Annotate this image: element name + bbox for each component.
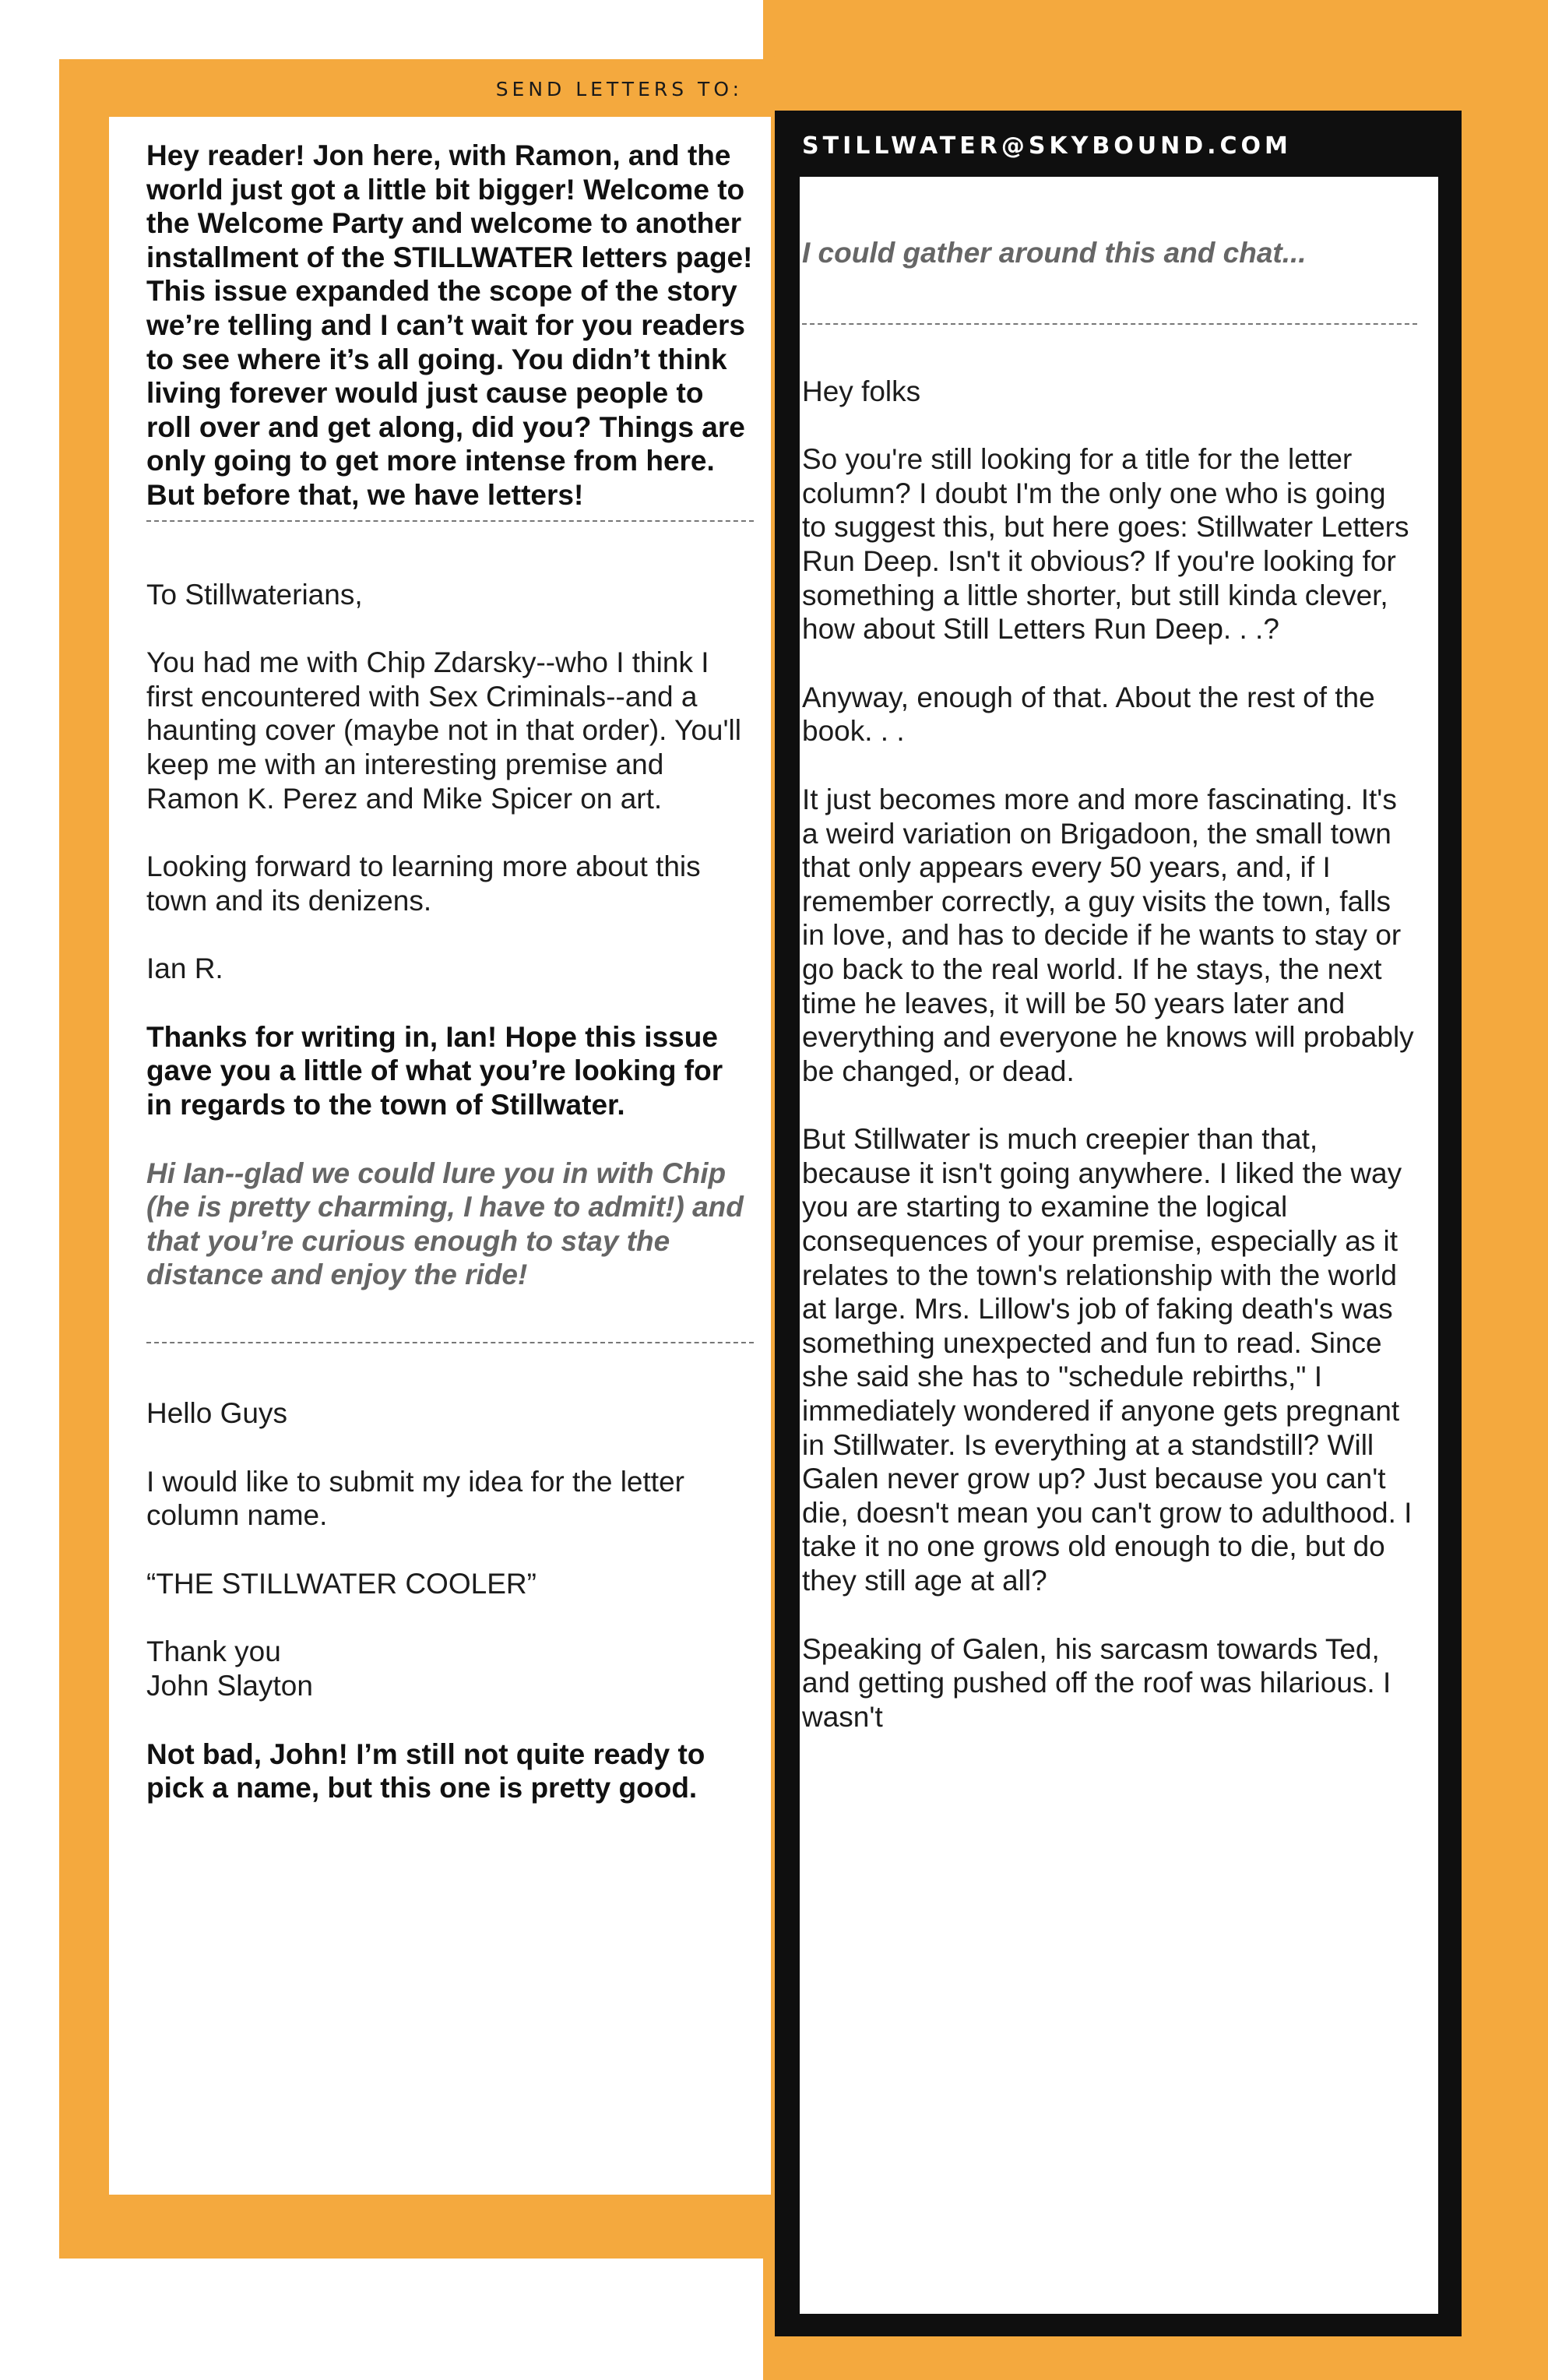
letter-body: It just becomes more and more fascinating. It's a weird variation on Brigadoon, the small town that only appears every 50 years, and, if I remember correctly, a guy visits the town, falls in love, and has to decide if he wants to stay or go back to the real world. If he stays, the next time he leaves, it will be 50 years later and everything and everyone he knows will probably be changed, or dead. <box>802 783 1414 1087</box>
divider <box>146 520 754 522</box>
divider <box>802 323 1417 325</box>
letter-body: I would like to submit my idea for the letter column name. <box>146 1465 684 1532</box>
artist-reply: Hi Ian--glad we could lure you in with Chip (he is pretty charming, I have to admit!) and that you’re curious enough to stay the distance and enjoy the ride! <box>146 1157 744 1291</box>
editor-reply: Thanks for writing in, Ian! Hope this issue gave you a little of what you’re looking for in regards to the town of Stillwater. <box>146 1020 723 1121</box>
divider <box>146 1342 754 1343</box>
letter-signature: Ian R. <box>146 952 223 985</box>
editor-reply: Not bad, John! I’m still not quite ready to pick a name, but this one is pretty good. <box>146 1737 705 1804</box>
letter-greeting: To Stillwaterians, <box>146 578 363 611</box>
send-letters-label: SEND LETTERS TO: <box>495 78 743 100</box>
right-column <box>802 236 1417 1734</box>
artist-reply: I could gather around this and chat... <box>802 237 1307 269</box>
letter-body: So you're still looking for a title for the letter column? I doubt I'm the only one who is going to suggest this, but here goes: Stillwater Letters Run Deep. Isn't it obvious? If you're looking for something a little shorter, but still kinda clever, how about Still Letters Run Deep. . .? <box>802 443 1409 646</box>
letter-greeting: Hello Guys <box>146 1397 287 1430</box>
letter-body: But Stillwater is much creepier than that, because it isn't going anywhere. I liked the way you are starting to examine the logical consequences of your premise, especially as it relates to the town's relationship with the world at large. Mrs. Lillow's job of faking death's was something unexpected and fun to read. Since she said she has to "schedule rebirths," I immediately wondered if anyone gets pregnant in Stillwater. Is everything at a standstill? Will Galen never grow up? Just because you can't die, doesn't mean you can't grow to adulthood. I take it no one grows old enough to die, but do they still age at all? <box>802 1123 1413 1597</box>
letter-body: Speaking of Galen, his sarcasm towards Ted, and getting pushed off the roof was hilarious. I wasn't <box>802 1632 1391 1733</box>
letter-thanks: Thank you <box>146 1635 281 1668</box>
letter-greeting: Hey folks <box>802 375 921 407</box>
letter-signature: John Slayton <box>146 1670 313 1702</box>
letter-body: Anyway, enough of that. About the rest of the book. . . <box>802 681 1375 748</box>
letter-suggestion: “THE STILLWATER COOLER” <box>146 1567 537 1600</box>
left-column <box>146 139 754 1805</box>
editor-intro: Hey reader! Jon here, with Ramon, and the world just got a little bit bigger! Welcome to the Welcome Party and welcome to another installment of the STILLWATER letters page! This issue expanded the scope of the story we’re telling and I can’t wait for you readers to see where it’s all going. You didn’t think living forever would just cause people to roll over and get along, did you? Things are only going to get more intense from here. But before that, we have letters! <box>146 139 753 511</box>
letter-body: Looking forward to learning more about this town and its denizens. <box>146 850 701 917</box>
letter-body: You had me with Chip Zdarsky--who I think I first encountered with Sex Criminals--and a haunting cover (maybe not in that order). You'll keep me with an interesting premise and Ramon K. Perez and Mike Spicer on art. <box>146 646 741 815</box>
email-address[interactable]: STILLWATER@SKYBOUND.COM <box>802 132 1292 160</box>
